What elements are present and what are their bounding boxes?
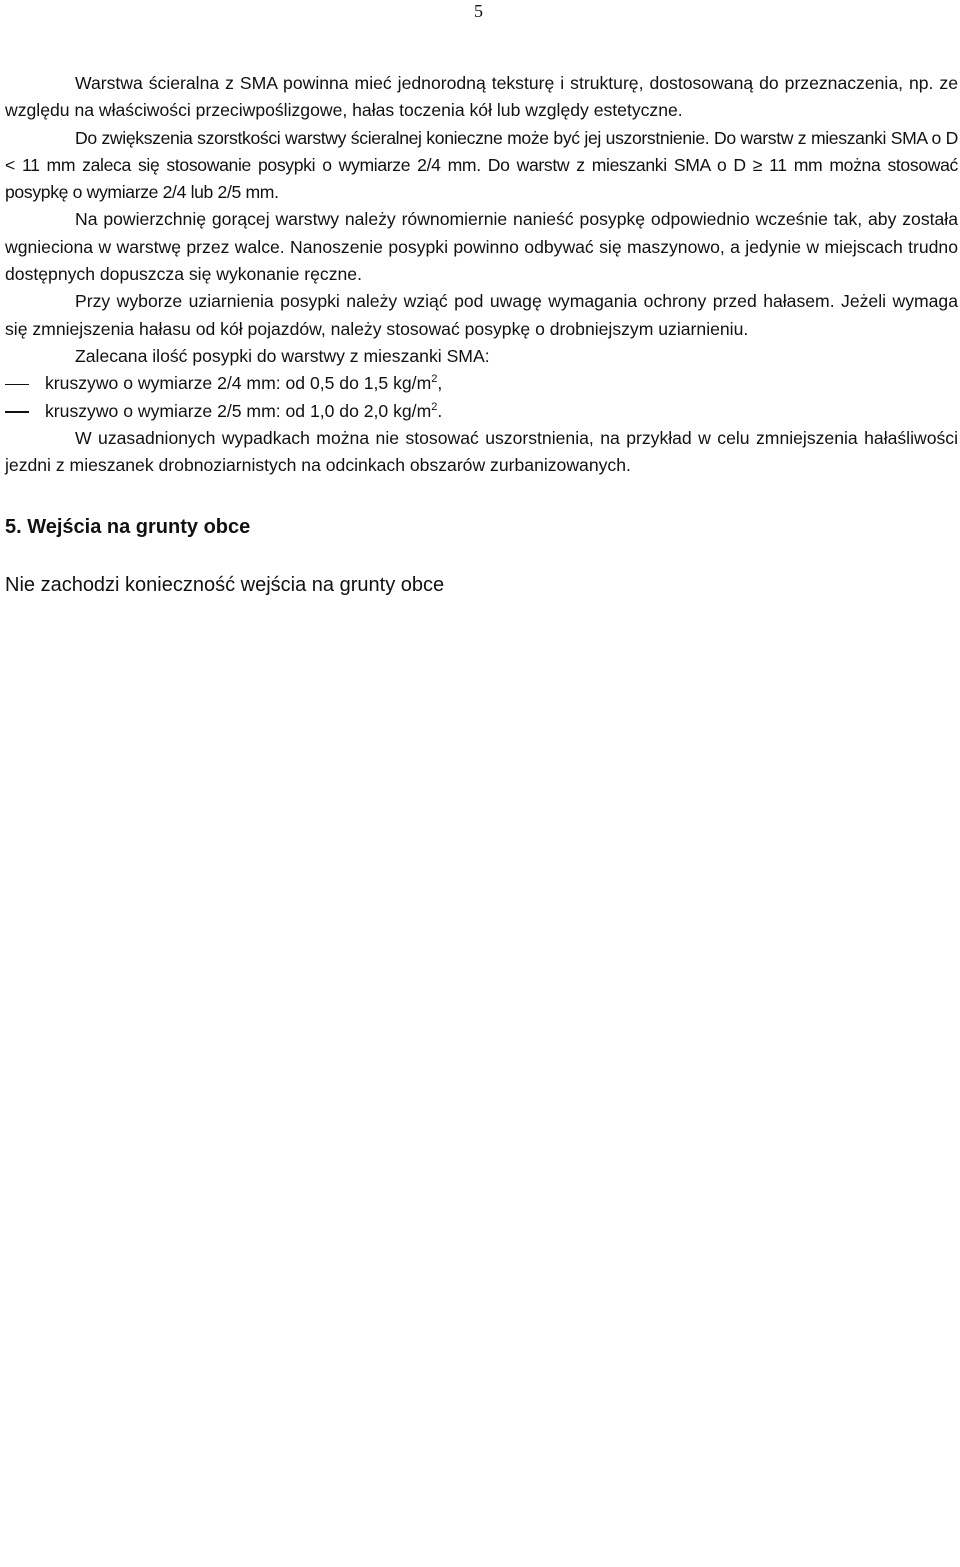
list-item-text: kruszywo o wymiarze 2/4 mm: od 0,5 do 1,5 $kg/m^2$, (45, 373, 443, 394)
document-body (5, 70, 958, 599)
paragraph-texture: Warstwa ścieralna z SMA powinna mieć jednorodną teksturę i strukturę, dostosowaną do przeznaczenia, np. ze względu na właściwości przeciwpoślizgowe, hałas toczenia kół lub względy estetyczne. (5, 73, 958, 121)
paragraph-roughening (5, 125, 958, 207)
list-item (5, 398, 958, 425)
section-body-text: Nie zachodzi konieczność wejścia na grunty obce (5, 574, 445, 597)
greater-equal-symbol: ≥ (752, 154, 763, 175)
paragraph-exceptions: W uzasadnionych wypadkach można nie stosować uszorstnienia, na przykład w celu zmniejszenia hałaśliwości jezdni z mieszanek drobnoziarnistych na odcinkach obszarów zurbanizowanych. (5, 427, 958, 476)
list-item-text: kruszywo o wymiarze 2/5 mm: od 1,0 do 2,0 $kg/m^2$. (45, 400, 443, 421)
dash-bullet-icon (5, 398, 45, 425)
paragraph-roughening-text-b: 11 mm można stosować posypkę o wymiarze 2/4 lub 2/5 mm. (5, 154, 958, 203)
paragraph-application: Na powierzchnię gorącej warstwy należy równomiernie nanieść posypkę odpowiednio wcześnie tak, aby została wgnieciona w warstwę przez walce. Nanoszenie posypki powinno odbywać się maszynowo, a jedynie w miejscach trudno dostępnych dopuszcza się wykonanie ręczne. (5, 209, 958, 285)
paragraph-amount-intro: Zalecana ilość posypki do warstwy z mieszanki SMA: (75, 345, 490, 366)
paragraph-noise: Przy wyborze uziarnienia posypki należy wziąć pod uwagę wymagania ochrony przed hałasem. Jeżeli wymaga się zmniejszenia hałasu od kół pojazdów, należy stosować posypkę o drobniejszym uziarnieniu. (5, 291, 958, 339)
dash-bullet-icon (5, 370, 45, 397)
section-heading: 5. Wejścia na grunty obce (5, 516, 251, 539)
list-item (5, 370, 958, 397)
page-number: 5 (474, 1, 483, 21)
paragraph-roughening-text-a: Do zwiększenia szorstkości warstwy ścieralnej konieczne może być jej uszorstnienie. Do warstw z mieszanki SMA o D < 11 mm zaleca się stosowanie posypki o wymiarze 2/4 mm. Do warstw z mieszanki SMA o D (5, 127, 958, 175)
